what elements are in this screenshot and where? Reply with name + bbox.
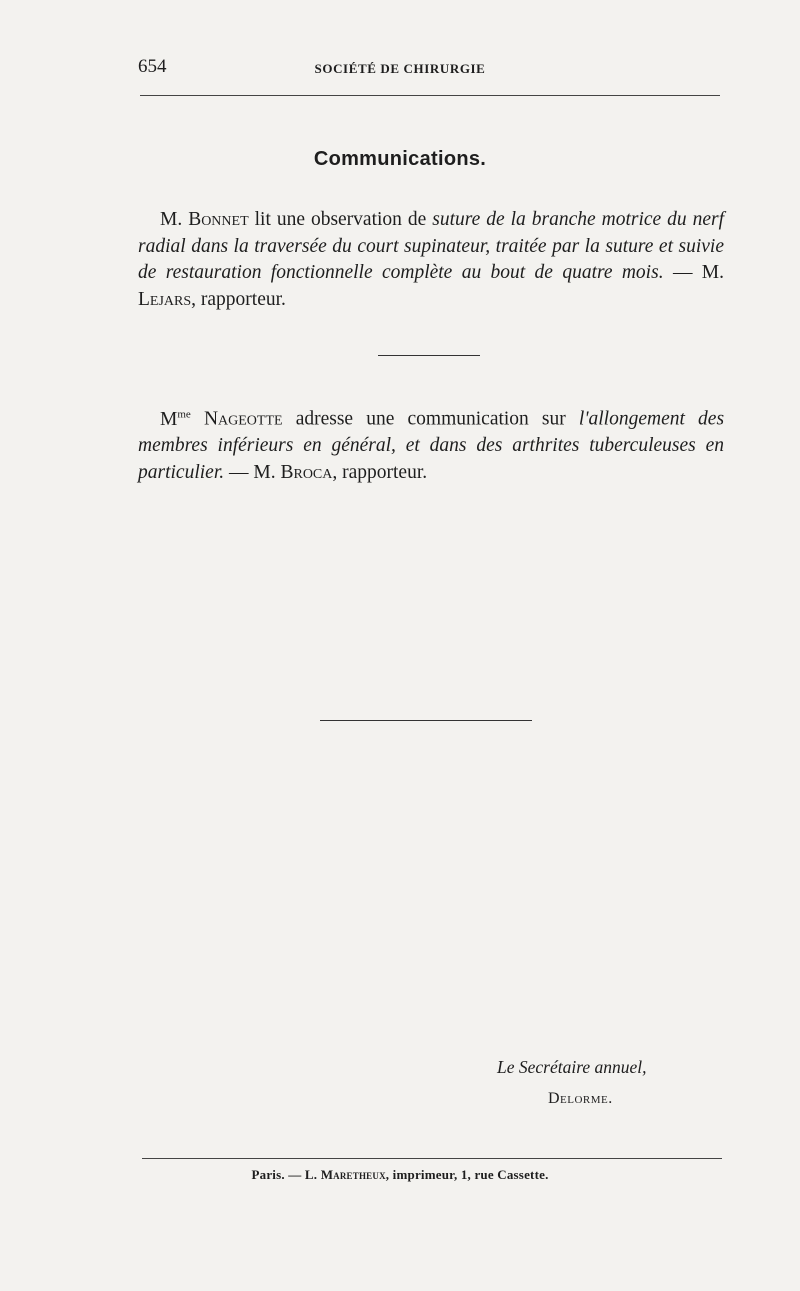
rapporteur-name: Lejars (138, 288, 192, 310)
separator-rule (378, 355, 480, 356)
communication-entry (138, 401, 724, 486)
header-rule (140, 95, 720, 96)
imprint-city: Paris. — (251, 1167, 302, 1182)
running-title: SOCIÉTÉ DE CHIRURGIE (314, 61, 486, 76)
verb-text: adresse une communication sur (295, 408, 566, 430)
page-number: 654 (138, 56, 167, 77)
communication-subject-continued: , et dans des arthrites tuberculeuses en (391, 435, 724, 456)
rapporteur-suffix: , rapporteur. (191, 288, 286, 310)
title-prefix: M. (160, 209, 183, 230)
communication-subject-end: particulier. (138, 461, 225, 483)
rapporteur-prefix: M. (253, 461, 276, 483)
author-name: Bonnet (188, 209, 249, 230)
section-title: Communications. (313, 148, 487, 170)
printer-imprint (0, 1167, 800, 1183)
end-rule (320, 720, 532, 721)
rapporteur-suffix: , rapporteur. (332, 461, 428, 483)
rapporteur-name: Broca (280, 461, 333, 483)
footer-rule (142, 1158, 722, 1159)
title-prefix: $M^{me}$ (160, 408, 191, 430)
communication-subject: suture de la branche motrice du nerf radial dans la traversée du court supinateur, traitée par la suture et suivie de restauration fonctionnelle complète au bout de quatre mois. (138, 209, 725, 283)
imprint-printer: L. Maretheux (304, 1167, 386, 1182)
signature-name: Delorme. (548, 1090, 613, 1107)
author-name: Nageotte (203, 408, 283, 430)
imprint-address: , imprimeur, 1, rue Cassette. (385, 1167, 549, 1182)
verb-text: lit une observation de (254, 209, 427, 230)
communication-subject: l'allongement des membres inférieurs en général (138, 408, 725, 456)
signature-role: Le Secrétaire annuel, (497, 1057, 647, 1077)
rapporteur-prefix: M. (701, 262, 725, 283)
dash: — (672, 262, 693, 283)
dash: — (229, 461, 249, 483)
communication-entry (138, 207, 724, 313)
